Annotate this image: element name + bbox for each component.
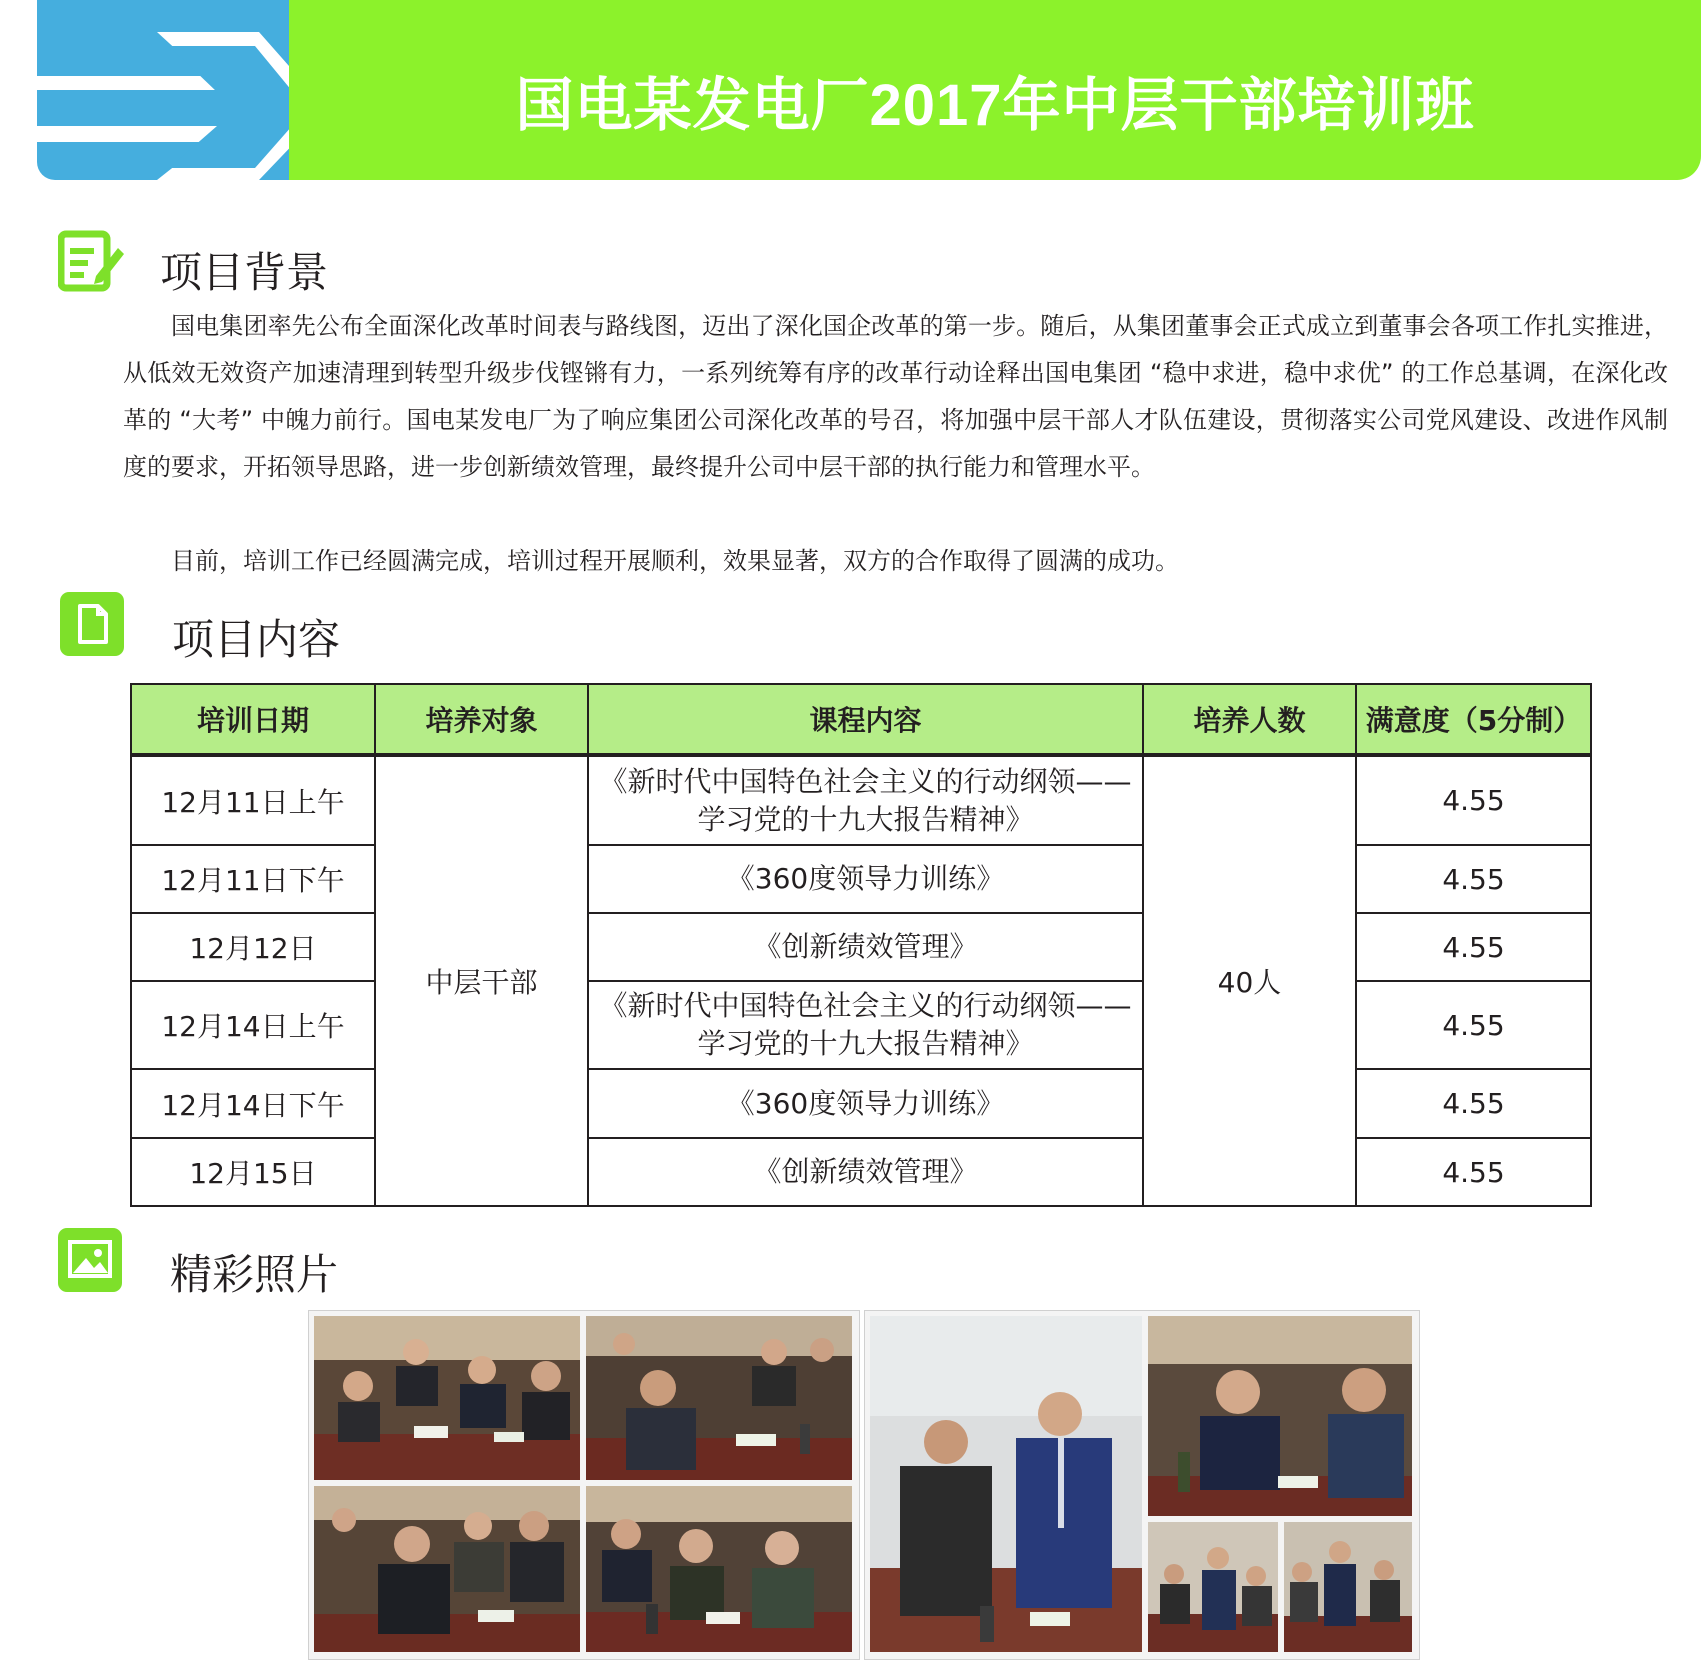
score-cell: 4.55 [1356,913,1591,981]
section-title-background: 项目背景 [160,248,329,297]
section-title-photos: 精彩照片 [170,1250,339,1299]
course-cell: 《360度领导力训练》 [588,1069,1143,1138]
table-row [131,755,1591,845]
target-cell: 中层干部 [375,755,588,1206]
photo-gallery [308,1310,1418,1658]
date-cell: 12月14日上午 [131,981,375,1069]
arrow-right-icon [37,0,289,180]
document-icon [60,592,124,656]
course-table [130,683,1592,1207]
header-date: 培训日期 [131,684,375,755]
header-score: 满意度（5分制） [1356,684,1591,755]
table-row [131,1069,1591,1138]
table-row [131,1138,1591,1206]
background-paragraph-1: 国电集团率先公布全面深化改革时间表与路线图，迈出了深化国企改革的第一步。随后，从集团董事会正式成立到董事会各项工作扎实推进，从低效无效资产加速清理到转型升级步伐铿锵有力，一系列统筹有序的改革行动诠释出国电集团 “稳中求进，稳中求优” 的工作总基调，在深化改革的 “大考” 中魄力前行。国电某发电厂为了响应集团公司深化改革的号召，将加强中层干部人才队伍建设，贯彻落实公司党风建设、改进作风制度的要求，开拓领导思路，进一步创新绩效管理，最终提升公司中层干部的执行能力和管理水平。 [123,312,1668,481]
table-row [131,981,1591,1069]
discussion-photo-4 [1284,1522,1412,1652]
header-count: 培养人数 [1143,684,1356,755]
score-cell: 4.55 [1356,845,1591,913]
edit-document-icon [58,228,122,292]
course-cell: 《新时代中国特色社会主义的行动纲领——学习党的十九大报告精神》 [588,981,1143,1069]
background-paragraph-2: 目前，培训工作已经圆满完成，培训过程开展顺利，效果显著，双方的合作取得了圆满的成功。 [171,547,1179,575]
header-target: 培养对象 [375,684,588,755]
date-cell: 12月12日 [131,913,375,981]
meeting-photo-2 [586,1316,852,1480]
meeting-photo-4 [586,1486,852,1652]
meeting-photo-3 [314,1486,580,1652]
table-row [131,845,1591,913]
table-row [131,913,1591,981]
table-header-row [131,684,1591,755]
score-cell: 4.55 [1356,755,1591,845]
course-cell: 《360度领导力训练》 [588,845,1143,913]
course-cell: 《创新绩效管理》 [588,1138,1143,1206]
course-cell: 《新时代中国特色社会主义的行动纲领——学习党的十九大报告精神》 [588,755,1143,845]
date-cell: 12月15日 [131,1138,375,1206]
page-title: 国电某发电厂2017年中层干部培训班 [515,73,1475,138]
discussion-photo-large [870,1316,1142,1652]
header-course: 课程内容 [588,684,1143,755]
discussion-photo-2 [1148,1316,1412,1516]
course-cell: 《创新绩效管理》 [588,913,1143,981]
section-title-content: 项目内容 [172,615,341,664]
score-cell: 4.55 [1356,1138,1591,1206]
date-cell: 12月14日下午 [131,1069,375,1138]
date-cell: 12月11日上午 [131,755,375,845]
score-cell: 4.55 [1356,981,1591,1069]
discussion-photo-3 [1148,1522,1278,1652]
date-cell: 12月11日下午 [131,845,375,913]
header-banner [37,0,1701,180]
score-cell: 4.55 [1356,1069,1591,1138]
image-icon [58,1228,122,1292]
meeting-photo-1 [314,1316,580,1480]
arrow-panel [37,0,289,180]
title-panel [289,0,1701,180]
count-cell: 40人 [1143,755,1356,1206]
